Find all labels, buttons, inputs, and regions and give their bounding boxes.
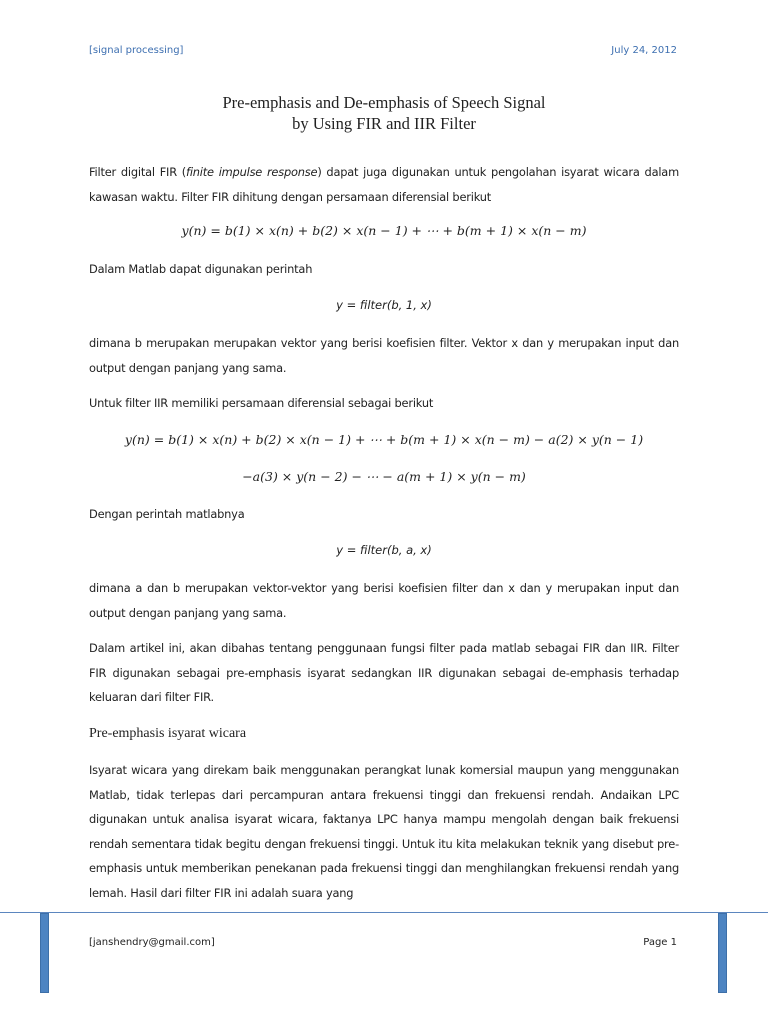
equation-fir: y(n) = b(1) × x(n) + b(2) × x(n − 1) + ⋯ + b(m + 1) × x(n − m) xyxy=(181,223,587,238)
footer-divider xyxy=(0,912,768,913)
title-line-1: Pre-emphasis and De-emphasis of Speech Signal xyxy=(222,93,546,112)
equation-iir-line-2: −a(3) × y(n − 2) − ⋯ − a(m + 1) × y(n − m) xyxy=(242,469,526,484)
paragraph-vector-description: dimana b merupakan merupakan vektor yang berisi koefisien filter. Vektor x dan y merupakan input dan output dengan panjang yang sama. xyxy=(89,336,679,375)
equation-iir-line-1: y(n) = b(1) × x(n) + b(2) × x(n − 1) + ⋯ + b(m + 1) × x(n − m) − a(2) × y(n − 1) xyxy=(124,432,644,447)
header-section-label: [signal processing] xyxy=(89,45,184,56)
footer-right-accent-bar xyxy=(718,913,727,993)
footer-left-accent-bar xyxy=(40,913,49,993)
document-title xyxy=(89,92,679,134)
paragraph-article-overview: Dalam artikel ini, akan dibahas tentang penggunaan fungsi filter pada matlab sebagai FIR dan IIR. Filter FIR digunakan sebagai pre-emphasis isyarat sedangkan IIR digunakan sebagai de-emphasis terhadap keluaran dari filter FIR. xyxy=(89,641,679,704)
code-filter-fir: y = filter(b, 1, x) xyxy=(336,298,432,312)
footer-page-number: Page 1 xyxy=(643,937,677,948)
paragraph-fir-intro xyxy=(89,160,679,209)
paragraph-fir-intro-start: Filter digital FIR ( xyxy=(89,165,187,179)
paragraph-matlab-command: Dalam Matlab dapat digunakan perintah xyxy=(89,262,313,276)
paragraph-iir-intro: Untuk filter IIR memiliki persamaan diferensial sebagai berikut xyxy=(89,396,434,410)
header-date: July 24, 2012 xyxy=(611,45,677,56)
title-line-2: by Using FIR and IIR Filter xyxy=(292,114,476,133)
paragraph-fir-intro-italic: finite impulse response xyxy=(186,165,318,179)
paragraph-pre-emphasis: Isyarat wicara yang direkam baik menggunakan perangkat lunak komersial maupun yang menggunakan Matlab, tidak terlepas dari percampuran antara frekuensi tinggi dan frekuensi rendah. Andaikan LPC digunakan untuk analisa isyarat wicara, faktanya LPC hanya mampu mengolah dengan baik frekuensi rendah sementara tidak begitu dengan frekuensi tinggi. Untuk itu kita melakukan teknik yang disebut pre-emphasis untuk memberikan penekanan pada frekuensi tinggi dan menghilangkan frekuensi rendah yang lemah. Hasil dari filter FIR ini adalah suara yang xyxy=(89,763,679,900)
section-heading-pre-emphasis: Pre-emphasis isyarat wicara xyxy=(89,726,247,741)
paragraph-fir-intro-end: ) dapat juga digunakan untuk pengolahan isyarat wicara dalam kawasan waktu. Filter FIR dihitung dengan persamaan diferensial berikut xyxy=(89,165,679,204)
footer-email: [janshendry@gmail.com] xyxy=(89,937,215,948)
paragraph-ab-vectors: dimana a dan b merupakan vektor-vektor yang berisi koefisien filter dan x dan y merupakan input dan output dengan panjang yang sama. xyxy=(89,581,679,620)
code-filter-iir: y = filter(b, a, x) xyxy=(336,543,432,557)
paragraph-matlab-iir: Dengan perintah matlabnya xyxy=(89,507,245,521)
